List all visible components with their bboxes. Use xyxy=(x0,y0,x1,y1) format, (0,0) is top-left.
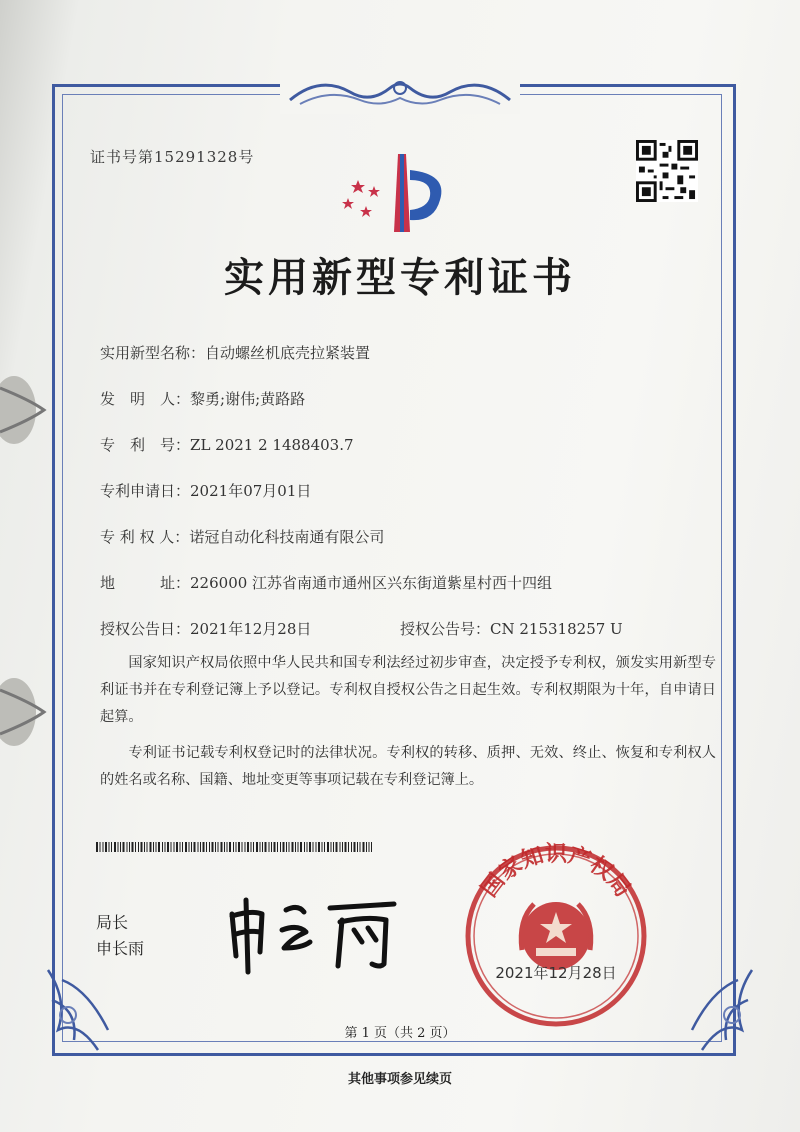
grant-date-row xyxy=(100,618,311,639)
patent-number-value: ZL 2021 2 1488403.7 xyxy=(190,436,354,454)
grant-number-row xyxy=(400,618,623,639)
utility-model-name-label: 实用新型名称： xyxy=(100,344,206,362)
bottom-left-ornament xyxy=(38,960,128,1060)
binder-clip-top xyxy=(0,370,60,450)
seal-date: 2021年12月28日 xyxy=(495,964,617,982)
grant-number-label: 授权公告号： xyxy=(400,620,491,638)
certificate-number: 证书号第15291328号 xyxy=(90,148,255,166)
address-value: 226000 江苏省南通市通州区兴东街道紫星村西十四组 xyxy=(190,574,553,592)
patent-number-row xyxy=(100,434,354,455)
legal-paragraph-1: 国家知识产权局依照中华人民共和国专利法经过初步审查，决定授予专利权，颁发实用新型专利证书并在专利登记簿上予以登记。专利权自授权公告之日起生效。专利权期限为十年，自申请日起算。 xyxy=(100,655,716,725)
address-row xyxy=(100,572,552,593)
document-title: 实用新型专利证书 xyxy=(224,254,576,301)
patentee-row xyxy=(100,526,384,547)
inventors-label: 发 明 人： xyxy=(100,390,191,408)
qr-code xyxy=(636,140,698,202)
bottom-right-ornament xyxy=(672,960,762,1060)
continuation-note: 其他事项参见续页 xyxy=(347,1072,452,1087)
grant-date-label: 授权公告日： xyxy=(100,620,191,638)
application-date-value: 2021年07月01日 xyxy=(190,482,312,500)
director-signature xyxy=(222,886,402,976)
barcode xyxy=(96,842,372,852)
patentee-label: 专 利 权 人： xyxy=(100,528,190,546)
utility-model-name-value: 自动螺丝机底壳拉紧装置 xyxy=(205,344,371,362)
patentee-value: 诺冠自动化科技南通有限公司 xyxy=(189,528,385,546)
address-label: 地 址： xyxy=(100,574,191,592)
official-seal xyxy=(460,840,652,1032)
grant-number-value: CN 215318257 U xyxy=(490,620,623,638)
application-date-row xyxy=(100,480,311,501)
seal-text: 国家知识产权局 xyxy=(476,841,636,902)
patent-number-label: 专 利 号： xyxy=(100,436,191,454)
grant-date-value: 2021年12月28日 xyxy=(190,620,312,638)
top-ornament xyxy=(280,70,520,114)
svg-text:国家知识产权局 xyxy=(476,841,636,902)
director-title: 局长 xyxy=(96,913,129,932)
inventors-row xyxy=(100,388,305,409)
legal-paragraph-2: 专利证书记载专利权登记时的法律状况。专利权的转移、质押、无效、终止、恢复和专利权人的姓名或名称、国籍、地址变更等事项记载在专利登记簿上。 xyxy=(100,745,716,788)
utility-model-name-row xyxy=(100,342,370,363)
patent-office-logo xyxy=(336,150,456,240)
inventors-value: 黎勇;谢伟;黄路路 xyxy=(190,390,306,408)
binder-clip-bottom xyxy=(0,672,60,752)
page-indicator: 第 1 页（共 2 页） xyxy=(344,1026,456,1041)
application-date-label: 专利申请日： xyxy=(100,482,191,500)
director-name: 申长雨 xyxy=(96,939,145,958)
